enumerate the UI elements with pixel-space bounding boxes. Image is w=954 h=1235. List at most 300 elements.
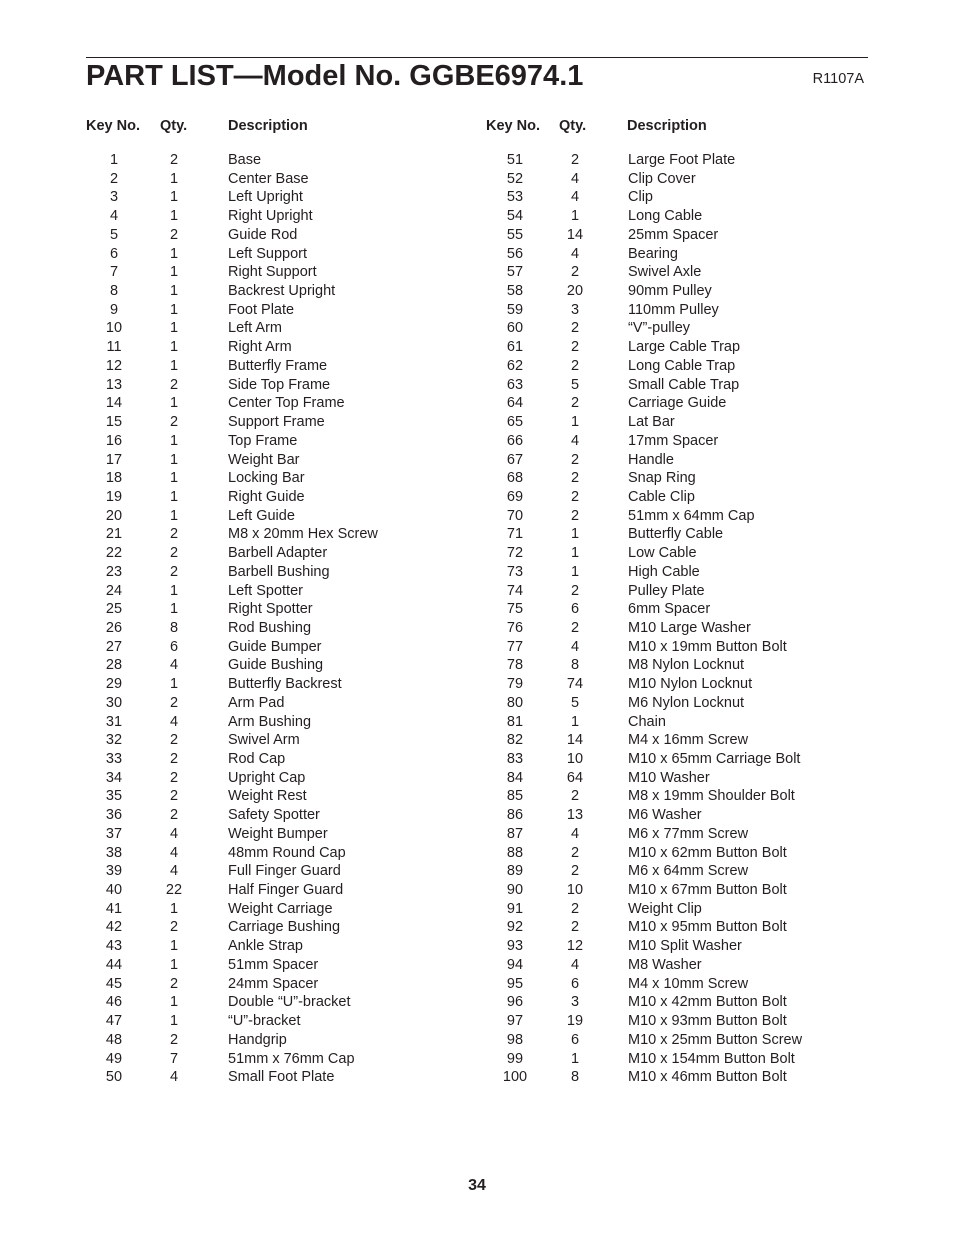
part-description: Left Arm — [228, 320, 282, 337]
part-key-no: 38 — [105, 844, 123, 861]
part-description: Snap Ring — [628, 470, 696, 487]
part-qty: 1 — [570, 713, 580, 730]
part-qty: 2 — [570, 900, 580, 917]
part-description: Guide Rod — [228, 226, 298, 243]
part-description: M10 Large Washer — [628, 619, 751, 636]
part-key-no: 12 — [105, 357, 123, 374]
part-key-no: 40 — [105, 882, 123, 899]
part-qty: 2 — [570, 395, 580, 412]
part-key-no: 94 — [506, 956, 524, 973]
part-qty: 13 — [566, 807, 584, 824]
part-description: Weight Rest — [228, 788, 307, 805]
part-key-no: 51 — [506, 152, 524, 168]
part-description: M6 Nylon Locknut — [628, 694, 745, 711]
part-key-no: 65 — [506, 414, 524, 431]
part-description: 17mm Spacer — [628, 432, 719, 449]
part-key-no: 72 — [506, 545, 524, 562]
part-description: M10 Nylon Locknut — [628, 676, 753, 693]
part-key-no: 33 — [105, 751, 123, 767]
part-qty: 2 — [570, 619, 580, 636]
part-key-no: 14 — [105, 395, 123, 412]
part-key-no: 48 — [105, 1031, 123, 1048]
part-qty: 1 — [570, 545, 580, 562]
part-qty: 3 — [570, 301, 580, 318]
part-description: Butterfly Backrest — [228, 676, 342, 693]
page-title: PART LIST—Model No. GGBE6974.1 — [86, 60, 584, 92]
part-qty: 1 — [169, 676, 179, 693]
part-key-no: 50 — [105, 1069, 123, 1086]
part-key-no: 16 — [105, 432, 123, 449]
part-qty: 1 — [169, 432, 179, 449]
part-qty: 2 — [570, 451, 580, 468]
part-qty: 8 — [570, 1069, 580, 1086]
part-key-no: 82 — [506, 732, 524, 749]
part-qty: 1 — [169, 395, 179, 412]
part-qty: 10 — [566, 882, 584, 899]
part-key-no: 30 — [105, 694, 123, 711]
part-qty: 2 — [169, 807, 179, 824]
part-description: Side Top Frame — [228, 376, 331, 393]
part-qty: 1 — [169, 451, 179, 468]
part-qty: 14 — [566, 732, 584, 749]
header-qty-right: Qty. — [559, 118, 587, 134]
part-key-no: 64 — [506, 395, 524, 412]
part-description: M8 x 20mm Hex Screw — [228, 526, 378, 543]
part-qty: 2 — [169, 919, 179, 936]
part-key-no: 24 — [105, 582, 123, 599]
part-key-no: 21 — [105, 526, 123, 543]
part-description: Pulley Plate — [628, 582, 705, 599]
part-qty: 1 — [169, 488, 179, 505]
part-qty: 4 — [169, 844, 179, 861]
part-description: Barbell Bushing — [228, 563, 330, 580]
part-qty: 1 — [169, 938, 179, 955]
part-description: Rod Bushing — [228, 619, 312, 636]
part-description: Right Spotter — [228, 601, 313, 618]
part-description: M6 Washer — [628, 807, 702, 824]
part-key-no: 18 — [105, 470, 123, 487]
part-description: Butterfly Frame — [228, 357, 328, 374]
part-key-no: 95 — [506, 975, 524, 992]
part-key-no: 9 — [109, 301, 119, 318]
part-key-no: 15 — [105, 414, 123, 431]
part-key-no: 85 — [506, 788, 524, 805]
header-qty-left: Qty. — [160, 118, 188, 134]
part-qty: 2 — [570, 470, 580, 487]
part-qty: 1 — [570, 563, 580, 580]
part-key-no: 92 — [506, 919, 524, 936]
part-description: M10 x 65mm Carriage Bolt — [628, 751, 801, 767]
part-description: M10 x 154mm Button Bolt — [628, 1050, 795, 1067]
part-description: Swivel Axle — [628, 264, 702, 281]
part-description: Left Upright — [228, 189, 303, 206]
part-qty: 2 — [570, 357, 580, 374]
part-qty: 2 — [570, 788, 580, 805]
part-key-no: 55 — [506, 226, 524, 243]
part-key-no: 80 — [506, 694, 524, 711]
part-key-no: 4 — [109, 208, 119, 225]
part-qty: 4 — [570, 825, 580, 842]
part-key-no: 36 — [105, 807, 123, 824]
part-description: M10 x 95mm Button Bolt — [628, 919, 787, 936]
part-description: M6 x 77mm Screw — [628, 825, 749, 842]
part-description: Swivel Arm — [228, 732, 300, 749]
part-description: Large Cable Trap — [628, 339, 741, 356]
part-key-no: 3 — [109, 189, 119, 206]
part-qty: 2 — [169, 563, 179, 580]
part-qty: 4 — [570, 245, 580, 262]
part-description: Rod Cap — [228, 751, 286, 767]
part-description: Small Cable Trap — [628, 376, 740, 393]
part-description: 51mm x 64mm Cap — [628, 507, 755, 524]
part-key-no: 59 — [506, 301, 524, 318]
part-key-no: 5 — [109, 226, 119, 243]
part-description: Clip — [628, 189, 653, 206]
part-qty: 4 — [570, 638, 580, 655]
part-key-no: 45 — [105, 975, 123, 992]
part-description: Cable Clip — [628, 488, 695, 505]
part-description: 25mm Spacer — [628, 226, 719, 243]
part-description: Guide Bumper — [228, 638, 322, 655]
part-qty: 2 — [570, 339, 580, 356]
part-description: M8 x 19mm Shoulder Bolt — [628, 788, 795, 805]
part-key-no: 83 — [506, 751, 524, 767]
part-description: M10 Washer — [628, 769, 710, 786]
part-qty: 1 — [169, 470, 179, 487]
part-qty: 1 — [169, 1013, 179, 1030]
document-code: R1107A — [812, 71, 864, 87]
part-description: Large Foot Plate — [628, 152, 736, 168]
part-description: Handgrip — [228, 1031, 287, 1048]
part-key-no: 32 — [105, 732, 123, 749]
part-description: “U”-bracket — [228, 1013, 301, 1030]
part-key-no: 77 — [506, 638, 524, 655]
part-qty: 4 — [570, 189, 580, 206]
part-key-no: 66 — [506, 432, 524, 449]
part-key-no: 41 — [105, 900, 123, 917]
part-description: Small Foot Plate — [228, 1069, 335, 1086]
part-qty: 22 — [165, 882, 183, 899]
header-desc-left: Description — [228, 118, 308, 134]
part-qty: 10 — [566, 751, 584, 767]
part-qty: 14 — [566, 226, 584, 243]
part-key-no: 42 — [105, 919, 123, 936]
part-qty: 5 — [570, 376, 580, 393]
part-key-no: 90 — [506, 882, 524, 899]
part-description: 110mm Pulley — [628, 301, 719, 318]
part-key-no: 19 — [105, 488, 123, 505]
part-qty: 2 — [169, 694, 179, 711]
part-qty: 4 — [570, 432, 580, 449]
part-key-no: 100 — [502, 1069, 528, 1086]
part-description: M8 Nylon Locknut — [628, 657, 745, 674]
part-qty: 4 — [169, 1069, 179, 1086]
part-qty: 7 — [169, 1050, 179, 1067]
part-description: Center Base — [228, 170, 309, 187]
part-description: 90mm Pulley — [628, 283, 712, 300]
part-description: M10 x 25mm Button Screw — [628, 1031, 803, 1048]
part-description: 48mm Round Cap — [228, 844, 346, 861]
part-description: Top Frame — [228, 432, 298, 449]
part-description: Chain — [628, 713, 666, 730]
part-key-no: 76 — [506, 619, 524, 636]
part-key-no: 20 — [105, 507, 123, 524]
part-qty: 1 — [570, 526, 580, 543]
part-description: 24mm Spacer — [228, 975, 319, 992]
part-key-no: 97 — [506, 1013, 524, 1030]
part-qty: 6 — [570, 601, 580, 618]
part-description: Arm Bushing — [228, 713, 312, 730]
part-qty: 2 — [169, 414, 179, 431]
part-qty: 2 — [169, 226, 179, 243]
part-key-no: 62 — [506, 357, 524, 374]
header-desc-right: Description — [627, 118, 707, 134]
part-qty: 1 — [169, 339, 179, 356]
part-description: M8 Washer — [628, 956, 702, 973]
part-description: Ankle Strap — [228, 938, 303, 955]
part-qty: 6 — [570, 975, 580, 992]
part-qty: 6 — [169, 638, 179, 655]
part-key-no: 25 — [105, 601, 123, 618]
page-number: 34 — [468, 1177, 486, 1194]
part-qty: 1 — [169, 320, 179, 337]
part-key-no: 49 — [105, 1050, 123, 1067]
part-description: M10 x 67mm Button Bolt — [628, 882, 787, 899]
part-key-no: 35 — [105, 788, 123, 805]
part-key-no: 10 — [105, 320, 123, 337]
part-description: Left Support — [228, 245, 307, 262]
part-qty: 1 — [570, 208, 580, 225]
part-qty: 2 — [570, 264, 580, 281]
part-key-no: 81 — [506, 713, 524, 730]
part-qty: 4 — [169, 863, 179, 880]
part-key-no: 6 — [109, 245, 119, 262]
part-key-no: 60 — [506, 320, 524, 337]
part-qty: 1 — [169, 208, 179, 225]
part-description: M4 x 10mm Screw — [628, 975, 749, 992]
part-qty: 2 — [169, 545, 179, 562]
part-key-no: 84 — [506, 769, 524, 786]
part-qty: 2 — [169, 769, 179, 786]
part-description: Carriage Guide — [628, 395, 727, 412]
part-key-no: 17 — [105, 451, 123, 468]
part-key-no: 39 — [105, 863, 123, 880]
part-qty: 1 — [169, 245, 179, 262]
part-qty: 2 — [570, 507, 580, 524]
part-description: Lat Bar — [628, 414, 675, 431]
part-description: Upright Cap — [228, 769, 306, 786]
part-qty: 1 — [169, 170, 179, 187]
part-key-no: 43 — [105, 938, 123, 955]
header-key-right: Key No. — [486, 118, 540, 134]
part-description: High Cable — [628, 563, 700, 580]
part-description: Clip Cover — [628, 170, 696, 187]
part-qty: 4 — [570, 956, 580, 973]
part-qty: 6 — [570, 1031, 580, 1048]
part-description: Half Finger Guard — [228, 882, 344, 899]
part-qty: 2 — [169, 788, 179, 805]
part-description: Bearing — [628, 245, 678, 262]
part-qty: 4 — [570, 170, 580, 187]
part-description: 6mm Spacer — [628, 601, 711, 618]
part-qty: 2 — [169, 376, 179, 393]
part-qty: 5 — [570, 694, 580, 711]
part-description: Right Support — [228, 264, 317, 281]
part-qty: 4 — [169, 825, 179, 842]
part-qty: 1 — [169, 357, 179, 374]
part-qty: 2 — [570, 152, 580, 168]
part-key-no: 1 — [109, 152, 119, 168]
part-description: Low Cable — [628, 545, 697, 562]
part-key-no: 57 — [506, 264, 524, 281]
header-key-left: Key No. — [86, 118, 140, 134]
part-qty: 1 — [169, 264, 179, 281]
part-key-no: 13 — [105, 376, 123, 393]
part-qty: 1 — [169, 189, 179, 206]
part-description: M10 Split Washer — [628, 938, 742, 955]
part-description: Weight Bar — [228, 451, 300, 468]
part-key-no: 99 — [506, 1050, 524, 1067]
part-qty: 2 — [570, 919, 580, 936]
part-qty: 2 — [169, 526, 179, 543]
part-qty: 2 — [169, 975, 179, 992]
part-key-no: 54 — [506, 208, 524, 225]
part-key-no: 23 — [105, 563, 123, 580]
part-qty: 1 — [169, 956, 179, 973]
part-key-no: 93 — [506, 938, 524, 955]
part-qty: 8 — [169, 619, 179, 636]
part-key-no: 37 — [105, 825, 123, 842]
part-description: Weight Carriage — [228, 900, 333, 917]
part-qty: 2 — [570, 863, 580, 880]
part-description: Left Spotter — [228, 582, 303, 599]
part-description: Butterfly Cable — [628, 526, 724, 543]
part-key-no: 44 — [105, 956, 123, 973]
part-qty: 2 — [570, 488, 580, 505]
part-qty: 19 — [566, 1013, 584, 1030]
part-qty: 74 — [566, 676, 584, 693]
part-key-no: 8 — [109, 283, 119, 300]
part-description: Weight Bumper — [228, 825, 328, 842]
part-description: “V”-pulley — [628, 320, 691, 337]
part-key-no: 67 — [506, 451, 524, 468]
part-qty: 1 — [169, 900, 179, 917]
part-description: Long Cable Trap — [628, 357, 736, 374]
part-key-no: 88 — [506, 844, 524, 861]
part-qty: 1 — [169, 283, 179, 300]
part-description: Arm Pad — [228, 694, 285, 711]
part-qty: 4 — [169, 713, 179, 730]
part-key-no: 47 — [105, 1013, 123, 1030]
part-description: Full Finger Guard — [228, 863, 341, 880]
part-key-no: 11 — [106, 339, 122, 356]
part-key-no: 52 — [506, 170, 524, 187]
part-description: Center Top Frame — [228, 395, 345, 412]
part-qty: 1 — [169, 601, 179, 618]
part-description: Barbell Adapter — [228, 545, 328, 562]
part-qty: 2 — [169, 1031, 179, 1048]
part-description: Right Guide — [228, 488, 305, 505]
part-description: Double “U”-bracket — [228, 994, 351, 1011]
part-key-no: 69 — [506, 488, 524, 505]
part-key-no: 96 — [506, 994, 524, 1011]
part-key-no: 86 — [506, 807, 524, 824]
part-key-no: 56 — [506, 245, 524, 262]
part-key-no: 78 — [506, 657, 524, 674]
part-description: Backrest Upright — [228, 283, 336, 300]
part-qty: 3 — [570, 994, 580, 1011]
part-description: M10 x 46mm Button Bolt — [628, 1069, 787, 1086]
part-qty: 1 — [570, 1050, 580, 1067]
part-description: M10 x 62mm Button Bolt — [628, 844, 787, 861]
part-key-no: 79 — [506, 676, 524, 693]
part-description: Right Arm — [228, 339, 292, 356]
part-qty: 12 — [566, 938, 584, 955]
part-key-no: 2 — [109, 170, 119, 187]
part-key-no: 58 — [506, 283, 524, 300]
part-description: Long Cable — [628, 208, 703, 225]
part-qty: 64 — [566, 769, 584, 786]
part-key-no: 7 — [109, 264, 119, 281]
part-qty: 2 — [169, 732, 179, 749]
part-key-no: 91 — [506, 900, 524, 917]
part-description: Guide Bushing — [228, 657, 324, 674]
part-key-no: 63 — [506, 376, 524, 393]
part-key-no: 71 — [506, 526, 524, 543]
part-description: M6 x 64mm Screw — [628, 863, 749, 880]
part-description: Support Frame — [228, 414, 325, 431]
part-description: Left Guide — [228, 507, 295, 524]
part-key-no: 26 — [105, 619, 123, 636]
part-key-no: 89 — [506, 863, 524, 880]
part-qty: 2 — [570, 320, 580, 337]
part-key-no: 61 — [506, 339, 524, 356]
part-description: Base — [228, 152, 262, 168]
part-key-no: 53 — [506, 189, 524, 206]
part-qty: 1 — [169, 994, 179, 1011]
part-description: M10 x 42mm Button Bolt — [628, 994, 787, 1011]
part-description: 51mm Spacer — [228, 956, 319, 973]
part-key-no: 46 — [105, 994, 123, 1011]
part-qty: 4 — [169, 657, 179, 674]
part-description: Weight Clip — [628, 900, 702, 917]
part-description: Carriage Bushing — [228, 919, 341, 936]
part-key-no: 87 — [506, 825, 524, 842]
part-qty: 1 — [570, 414, 580, 431]
part-key-no: 22 — [105, 545, 123, 562]
part-qty: 2 — [169, 152, 179, 168]
part-description: Foot Plate — [228, 301, 295, 318]
part-description: 51mm x 76mm Cap — [228, 1050, 355, 1067]
part-key-no: 29 — [105, 676, 123, 693]
part-qty: 2 — [169, 751, 179, 767]
part-description: M4 x 16mm Screw — [628, 732, 749, 749]
part-qty: 1 — [169, 301, 179, 318]
part-description: M10 x 19mm Button Bolt — [628, 638, 787, 655]
part-key-no: 75 — [506, 601, 524, 618]
part-qty: 20 — [566, 283, 584, 300]
part-key-no: 28 — [105, 657, 123, 674]
part-qty: 1 — [169, 582, 179, 599]
part-key-no: 98 — [506, 1031, 524, 1048]
part-description: Locking Bar — [228, 470, 305, 487]
part-qty: 8 — [570, 657, 580, 674]
part-key-no: 34 — [105, 769, 123, 786]
part-description: M10 x 93mm Button Bolt — [628, 1013, 787, 1030]
part-qty: 2 — [570, 582, 580, 599]
part-key-no: 74 — [506, 582, 524, 599]
part-description: Handle — [628, 451, 674, 468]
